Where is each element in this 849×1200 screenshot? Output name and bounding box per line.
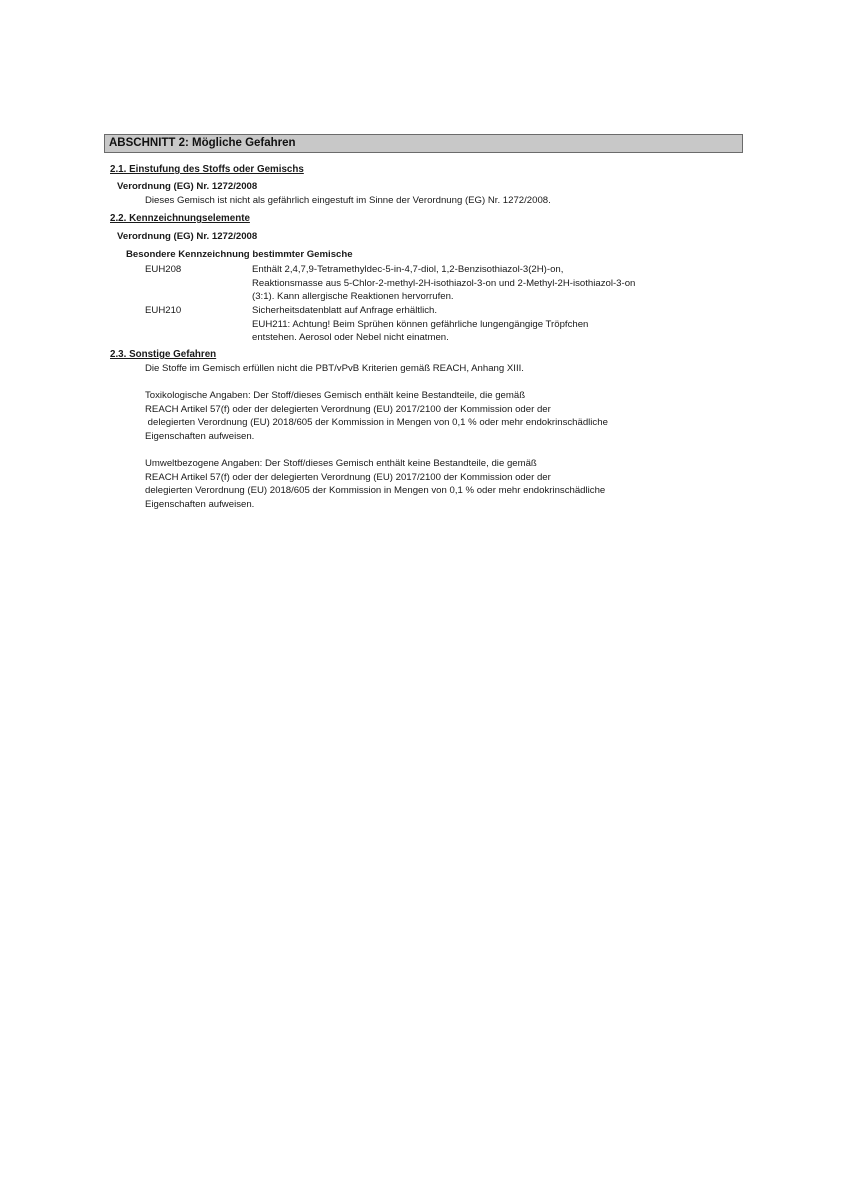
euh210-line-1: Sicherheitsdatenblatt auf Anfrage erhältlich.	[252, 305, 438, 316]
section-header: ABSCHNITT 2: Mögliche Gefahren	[104, 134, 743, 153]
pbt-statement: Die Stoffe im Gemisch erfüllen nicht die PBT/vPvB Kriterien gemäß REACH, Anhang XIII.	[145, 363, 524, 374]
env-line-3: delegierten Verordnung (EU) 2018/605 der Kommission in Mengen von 0,1 % oder mehr endokrinschädliche	[145, 485, 606, 496]
section-2-2-regulation: Verordnung (EG) Nr. 1272/2008	[117, 231, 258, 242]
tox-line-3: delegierten Verordnung (EU) 2018/605 der Kommission in Mengen von 0,1 % oder mehr endokrinschädliche	[145, 417, 608, 428]
hazard-code-euh210: EUH210	[145, 305, 182, 316]
env-line-4: Eigenschaften aufweisen.	[145, 499, 255, 510]
euh210-line-2: EUH211: Achtung! Beim Sprühen können gefährliche lungengängige Tröpfchen	[252, 319, 589, 330]
section-2-3-heading: 2.3. Sonstige Gefahren	[110, 349, 217, 360]
tox-line-1: Toxikologische Angaben: Der Stoff/dieses Gemisch enthält keine Bestandteile, die gemäß	[145, 390, 526, 401]
euh208-line-1: Enthält 2,4,7,9-Tetramethyldec-5-in-4,7-diol, 1,2-Benzisothiazol-3(2H)-on,	[252, 264, 564, 275]
env-line-1: Umweltbezogene Angaben: Der Stoff/dieses Gemisch enthält keine Bestandteile, die gemäß	[145, 458, 537, 469]
tox-line-4: Eigenschaften aufweisen.	[145, 431, 255, 442]
euh208-line-3: (3:1). Kann allergische Reaktionen hervorrufen.	[252, 291, 454, 302]
section-2-1-heading: 2.1. Einstufung des Stoffs oder Gemischs	[110, 164, 304, 175]
hazard-code-euh208: EUH208	[145, 264, 182, 275]
section-2-1-regulation: Verordnung (EG) Nr. 1272/2008	[117, 181, 258, 192]
tox-line-2: REACH Artikel 57(f) oder der delegierten Verordnung (EU) 2017/2100 der Kommission oder der	[145, 404, 551, 415]
euh208-line-2: Reaktionsmasse aus 5-Chlor-2-methyl-2H-isothiazol-3-on und 2-Methyl-2H-isothiazol-3-on	[252, 278, 636, 289]
section-2-2-heading: 2.2. Kennzeichnungselemente	[110, 213, 250, 224]
euh210-line-3: entstehen. Aerosol oder Nebel nicht einatmen.	[252, 332, 449, 343]
special-labelling-heading: Besondere Kennzeichnung bestimmter Gemische	[126, 249, 353, 260]
section-2-1-text: Dieses Gemisch ist nicht als gefährlich eingestuft im Sinne der Verordnung (EG) Nr. 1272/2008.	[145, 195, 551, 206]
env-line-2: REACH Artikel 57(f) oder der delegierten Verordnung (EU) 2017/2100 der Kommission oder der	[145, 472, 551, 483]
